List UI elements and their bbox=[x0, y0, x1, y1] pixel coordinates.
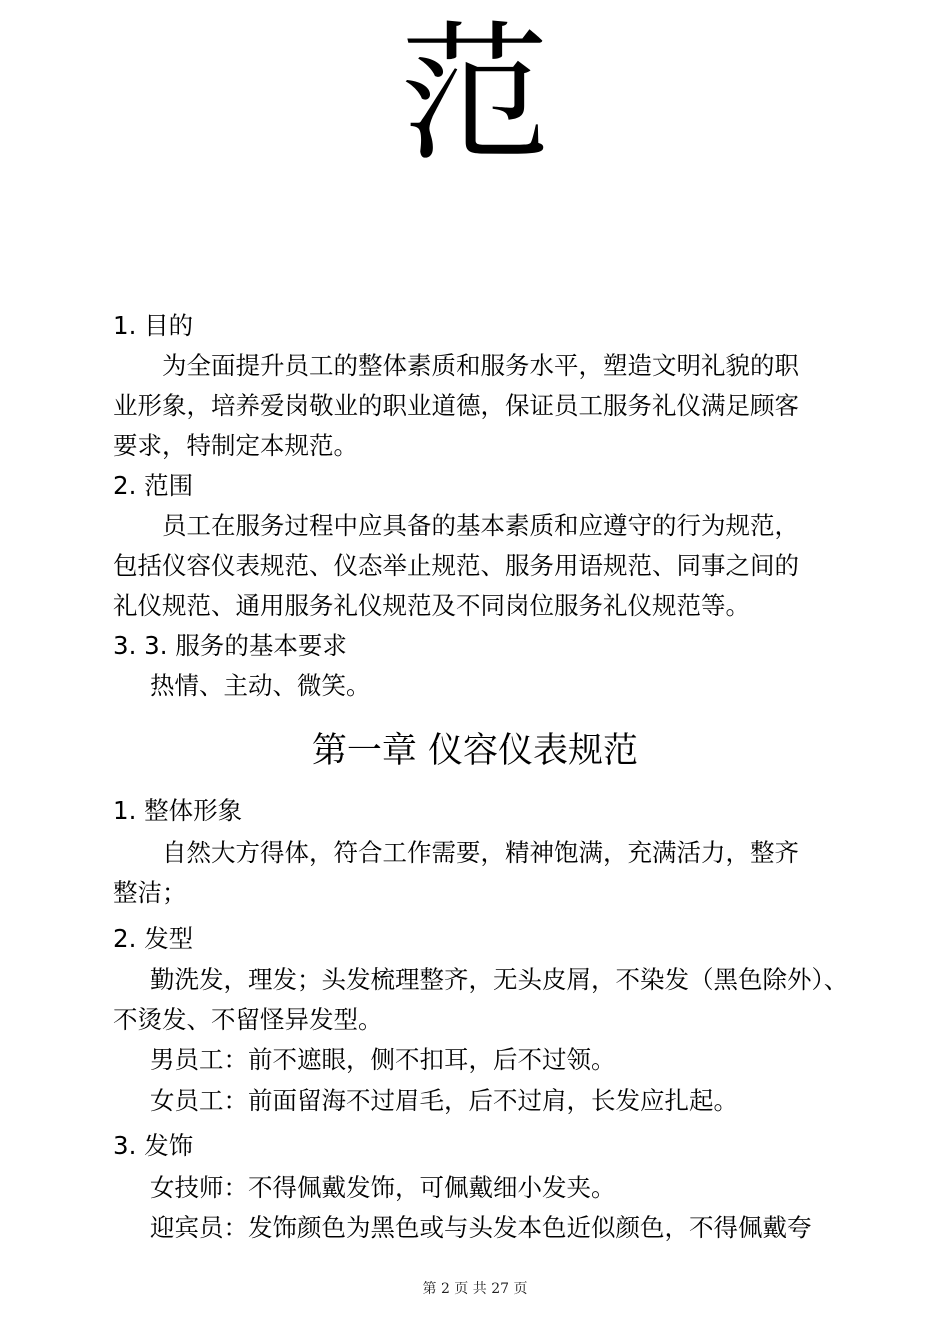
chapter-item-2-male: 男员工：前不遮眼，侧不扣耳，后不过领。 bbox=[150, 1045, 616, 1074]
chapter-item-2-line: 勤洗发，理发；头发梳理整齐，无头皮屑，不染发（黑色除外）、 bbox=[150, 965, 849, 994]
section-3-line: 热情、主动、微笑。 bbox=[150, 671, 371, 700]
header-big-char: 范 bbox=[399, 8, 550, 182]
section-2-line: 包括仪容仪表规范、仪态举止规范、服务用语规范、同事之间的 bbox=[113, 551, 799, 580]
section-1-line: 要求，特制定本规范。 bbox=[113, 431, 358, 460]
section-2-line: 礼仪规范、通用服务礼仪规范及不同岗位服务礼仪规范等。 bbox=[113, 591, 750, 620]
chapter-item-1-heading: 1. 整体形象 bbox=[113, 796, 243, 825]
section-2-line: 员工在服务过程中应具备的基本素质和应遵守的行为规范， bbox=[162, 511, 799, 540]
chapter-title: 第一章 仪容仪表规范 bbox=[311, 731, 639, 771]
chapter-item-3-heading: 3. 发饰 bbox=[113, 1131, 194, 1160]
section-1-line: 为全面提升员工的整体素质和服务水平，塑造文明礼貌的职 bbox=[162, 351, 799, 380]
page-footer: 第 2 页 共 27 页 bbox=[422, 1281, 528, 1297]
chapter-item-3-greeter: 迎宾员：发饰颜色为黑色或与头发本色近似颜色，不得佩戴夸 bbox=[150, 1213, 812, 1242]
chapter-item-2-heading: 2. 发型 bbox=[113, 924, 194, 953]
section-1-line: 业形象，培养爱岗敬业的职业道德，保证员工服务礼仪满足顾客 bbox=[113, 391, 799, 420]
section-2-heading: 2. 范围 bbox=[113, 471, 194, 500]
section-3-heading: 3. 3. 服务的基本要求 bbox=[113, 631, 347, 660]
chapter-item-3-tech: 女技师：不得佩戴发饰，可佩戴细小发夹。 bbox=[150, 1173, 616, 1202]
section-1-heading: 1. 目的 bbox=[113, 311, 194, 340]
chapter-item-2-female: 女员工：前面留海不过眉毛，后不过肩，长发应扎起。 bbox=[150, 1086, 738, 1115]
chapter-item-1-line: 自然大方得体，符合工作需要，精神饱满，充满活力，整齐 bbox=[162, 838, 799, 867]
chapter-item-2-line: 不烫发、不留怪异发型。 bbox=[113, 1005, 383, 1034]
chapter-item-1-line: 整洁； bbox=[113, 878, 187, 907]
